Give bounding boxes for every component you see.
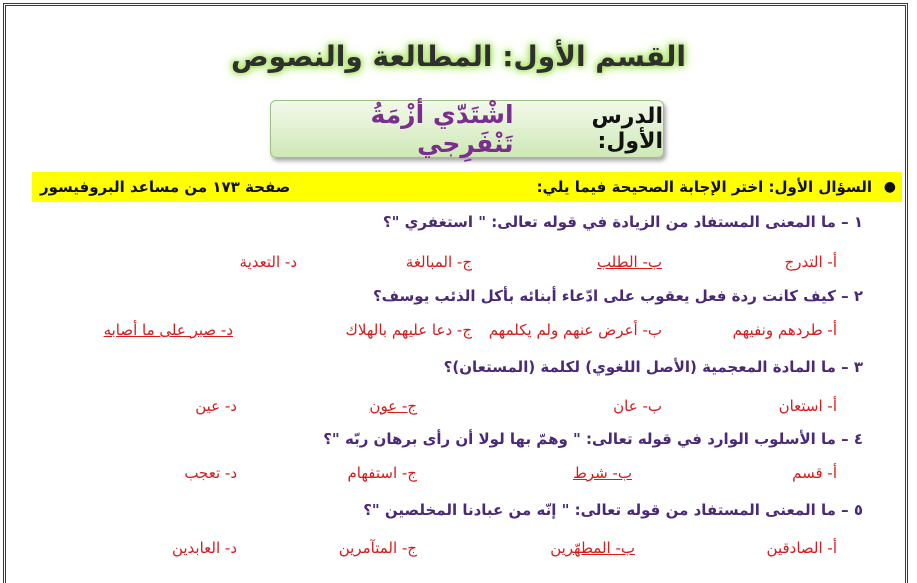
lesson-box: [270, 100, 664, 158]
option: أ- التدرج: [784, 253, 837, 271]
question-text: ١ – ما المعنى المستفاد من الزيادة في قوله تعالى: " استغفري "؟: [382, 213, 863, 231]
option-correct: ب- شرط: [572, 464, 632, 482]
option-correct: ج- عون: [369, 397, 417, 415]
option: د- التعدية: [239, 253, 297, 271]
option: د- عين: [195, 397, 237, 415]
lesson-name: اشْتَدّي أزْمَةُ تَنْفَرِجي: [370, 100, 514, 158]
option: ج- المتآمرين: [338, 539, 417, 557]
option: ب- أعرض عنهم ولم يكلمهم: [488, 321, 662, 339]
question-text: ٢ – كيف كانت ردة فعل يعقوب على ادّعاء أبنائه بأكل الذئب يوسف؟: [372, 287, 863, 305]
option: ج- دعا عليهم بالهلاك: [345, 321, 472, 339]
question-text: ٥ – ما المعنى المستفاد من قوله تعالى: " إنّه من عبادنا المخلصين "؟: [363, 501, 863, 519]
question-heading-bar: [32, 172, 902, 202]
question-heading: السؤال الأول: اختر الإجابة الصحيحة فيما يلي:: [536, 178, 872, 196]
option-correct: د- صبر على ما أصابه: [103, 321, 233, 339]
question-text: ٤ – ما الأسلوب الوارد في قوله تعالى: " وهمّ بها لولا أن رأى برهان ربّه "؟: [323, 430, 863, 448]
lesson-label: الدرس الأول:: [591, 104, 663, 154]
page-reference: صفحة ١٧٣ من مساعد البروفيسور: [40, 178, 291, 196]
option: ج- استفهام: [347, 464, 417, 482]
question-text: ٣ – ما المادة المعجمية (الأصل اللغوي) لكلمة (المستعان)؟: [443, 358, 863, 376]
option: د- تعجب: [184, 464, 237, 482]
section-title: القسم الأول: المطالعة والنصوص: [230, 40, 687, 73]
option: أ- طردهم ونفيهم: [732, 321, 837, 339]
option: د- العابدين: [171, 539, 237, 557]
bullet-icon: ●: [883, 179, 896, 195]
option-correct: ب- المطهّرين: [550, 539, 635, 557]
option: أ- استعان: [778, 397, 837, 415]
option: أ- قسم: [792, 464, 837, 482]
option-correct: ب- الطلب: [596, 253, 662, 271]
option: أ- الصادقين: [766, 539, 837, 557]
option: ج- المبالغة: [405, 253, 472, 271]
option: ب- عان: [613, 397, 662, 415]
